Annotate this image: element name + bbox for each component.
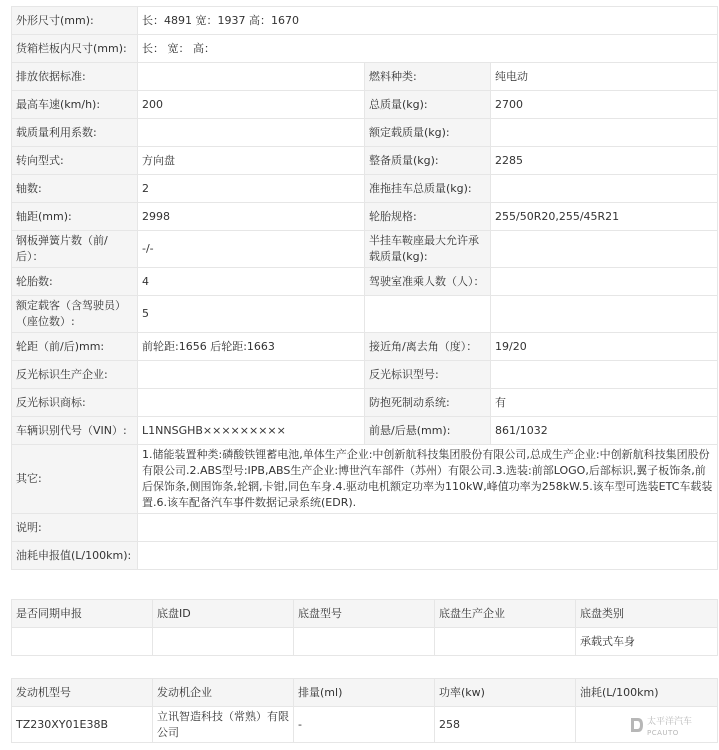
vin-value: L1NNSGHB××××××××× [138, 417, 365, 445]
chassis-cell: 承载式车身 [576, 628, 718, 656]
engine-cell: 258 [435, 707, 576, 743]
seats-empty-cell [491, 296, 718, 333]
leaf-spring-value: -/- [138, 231, 365, 268]
engine-header-cell: 油耗(L/100km) [576, 679, 718, 707]
chassis-table [11, 599, 718, 656]
spec-row [12, 333, 718, 361]
spec-row [12, 91, 718, 119]
total-mass-label: 总质量(kg): [365, 91, 491, 119]
spec-row-cargo-size [12, 35, 718, 63]
engine-header-row [12, 679, 718, 707]
reflector-brand-label: 反光标识商标: [12, 389, 138, 417]
saddle-load-value [491, 231, 718, 268]
engine-cell: 立讯智造科技（常熟）有限公司 [153, 707, 294, 743]
tire-count-value: 4 [138, 268, 365, 296]
spec-row-outer-size [12, 7, 718, 35]
spec-row [12, 417, 718, 445]
engine-row [12, 707, 718, 743]
curb-mass-value: 2285 [491, 147, 718, 175]
rated-load-label: 额定载质量(kg): [365, 119, 491, 147]
spec-row [12, 389, 718, 417]
chassis-header-cell: 底盘ID [153, 600, 294, 628]
reflector-model-label: 反光标识型号: [365, 361, 491, 389]
reflector-model-value [491, 361, 718, 389]
load-util-label: 载质量利用系数: [12, 119, 138, 147]
overhang-label: 前悬/后悬(mm): [365, 417, 491, 445]
leaf-spring-label: 钢板弹簧片数（前/后）： [12, 231, 138, 268]
steering-value: 方向盘 [138, 147, 365, 175]
track-value: 前轮距:1656 后轮距:1663 [138, 333, 365, 361]
total-mass-value: 2700 [491, 91, 718, 119]
spec-row-other [12, 445, 718, 514]
chassis-cell [435, 628, 576, 656]
spec-table [11, 6, 718, 570]
reflector-maker-label: 反光标识生产企业: [12, 361, 138, 389]
approach-angle-label: 接近角/离去角（度）： [365, 333, 491, 361]
saddle-load-label: 半挂车鞍座最大允许承载质量(kg): [365, 231, 491, 268]
seats-empty-cell [365, 296, 491, 333]
spec-row-fuel-report [12, 542, 718, 570]
chassis-header-cell: 是否同期申报 [12, 600, 153, 628]
fuel-report-value [138, 542, 718, 570]
max-speed-label: 最高车速(km/h): [12, 91, 138, 119]
wheelbase-label: 轴距(mm): [12, 203, 138, 231]
outer-size-value: 长：4891 宽：1937 高：1670 [138, 7, 718, 35]
chassis-cell [294, 628, 435, 656]
axles-value: 2 [138, 175, 365, 203]
tire-spec-value: 255/50R20,255/45R21 [491, 203, 718, 231]
cargo-size-value: 长： 宽： 高： [138, 35, 718, 63]
steering-label: 转向型式: [12, 147, 138, 175]
engine-header-cell: 发动机型号 [12, 679, 153, 707]
spec-row [12, 296, 718, 333]
chassis-header-cell: 底盘类别 [576, 600, 718, 628]
tire-count-label: 轮胎数: [12, 268, 138, 296]
watermark-subtext: PCAUTO [647, 729, 679, 737]
chassis-row [12, 628, 718, 656]
engine-header-cell: 排量(ml) [294, 679, 435, 707]
watermark-logo-icon [629, 716, 645, 734]
watermark-text: 太平洋汽车 [647, 717, 693, 727]
note-label: 说明: [12, 514, 138, 542]
spec-row [12, 361, 718, 389]
fuel-type-value: 纯电动 [491, 63, 718, 91]
spec-row [12, 63, 718, 91]
spec-row [12, 119, 718, 147]
wheelbase-value: 2998 [138, 203, 365, 231]
tire-spec-label: 轮胎规格: [365, 203, 491, 231]
chassis-header-cell: 底盘型号 [294, 600, 435, 628]
seats-label: 额定载客（含驾驶员）（座位数）: [12, 296, 138, 333]
chassis-header-row [12, 600, 718, 628]
cab-capacity-value [491, 268, 718, 296]
chassis-cell [12, 628, 153, 656]
curb-mass-label: 整备质量(kg): [365, 147, 491, 175]
other-label: 其它: [12, 445, 138, 514]
note-value [138, 514, 718, 542]
other-value: 1.储能装置种类:磷酸铁锂蓄电池,单体生产企业:中创新航科技集团股份有限公司,总成生产企业:中创新航科技集团股份有限公司.2.ABS型号:IPB,ABS生产企业:博世汽车部件（苏州）有限公司.3.选装:前部LOGO,后部标识,翼子板饰条,前后保饰条,侧围饰条,轮辋,卡钳,同色车身.4.驱动电机额定功率为110kW,峰值功率为258kW.5.该车型可选装ETC车载装置.6.该车配备汽车事件数据记录系统(EDR). [138, 445, 718, 514]
spec-row [12, 147, 718, 175]
spec-row [12, 203, 718, 231]
watermark [629, 713, 715, 743]
axles-label: 轴数: [12, 175, 138, 203]
spec-row [12, 175, 718, 203]
chassis-cell [153, 628, 294, 656]
abs-value: 有 [491, 389, 718, 417]
approach-angle-value: 19/20 [491, 333, 718, 361]
outer-size-label: 外形尺寸(mm): [12, 7, 138, 35]
engine-table [11, 678, 718, 743]
max-speed-value: 200 [138, 91, 365, 119]
engine-cell: TZ230XY01E38B [12, 707, 153, 743]
reflector-brand-value [138, 389, 365, 417]
reflector-maker-value [138, 361, 365, 389]
spec-row-note [12, 514, 718, 542]
rated-load-value [491, 119, 718, 147]
engine-header-cell: 功率(kw) [435, 679, 576, 707]
emission-value [138, 63, 365, 91]
cargo-size-label: 货箱栏板内尺寸(mm): [12, 35, 138, 63]
engine-header-cell: 发动机企业 [153, 679, 294, 707]
load-util-value [138, 119, 365, 147]
track-label: 轮距（前/后)mm: [12, 333, 138, 361]
engine-cell: - [294, 707, 435, 743]
spec-row [12, 268, 718, 296]
cab-capacity-label: 驾驶室准乘人数（人）： [365, 268, 491, 296]
spec-row [12, 231, 718, 268]
seats-value: 5 [138, 296, 365, 333]
emission-label: 排放依据标准: [12, 63, 138, 91]
trailer-mass-label: 准拖挂车总质量(kg): [365, 175, 491, 203]
vin-label: 车辆识别代号（VIN）: [12, 417, 138, 445]
fuel-report-label: 油耗申报值(L/100km): [12, 542, 138, 570]
trailer-mass-value [491, 175, 718, 203]
fuel-type-label: 燃料种类: [365, 63, 491, 91]
chassis-header-cell: 底盘生产企业 [435, 600, 576, 628]
overhang-value: 861/1032 [491, 417, 718, 445]
abs-label: 防抱死制动系统: [365, 389, 491, 417]
